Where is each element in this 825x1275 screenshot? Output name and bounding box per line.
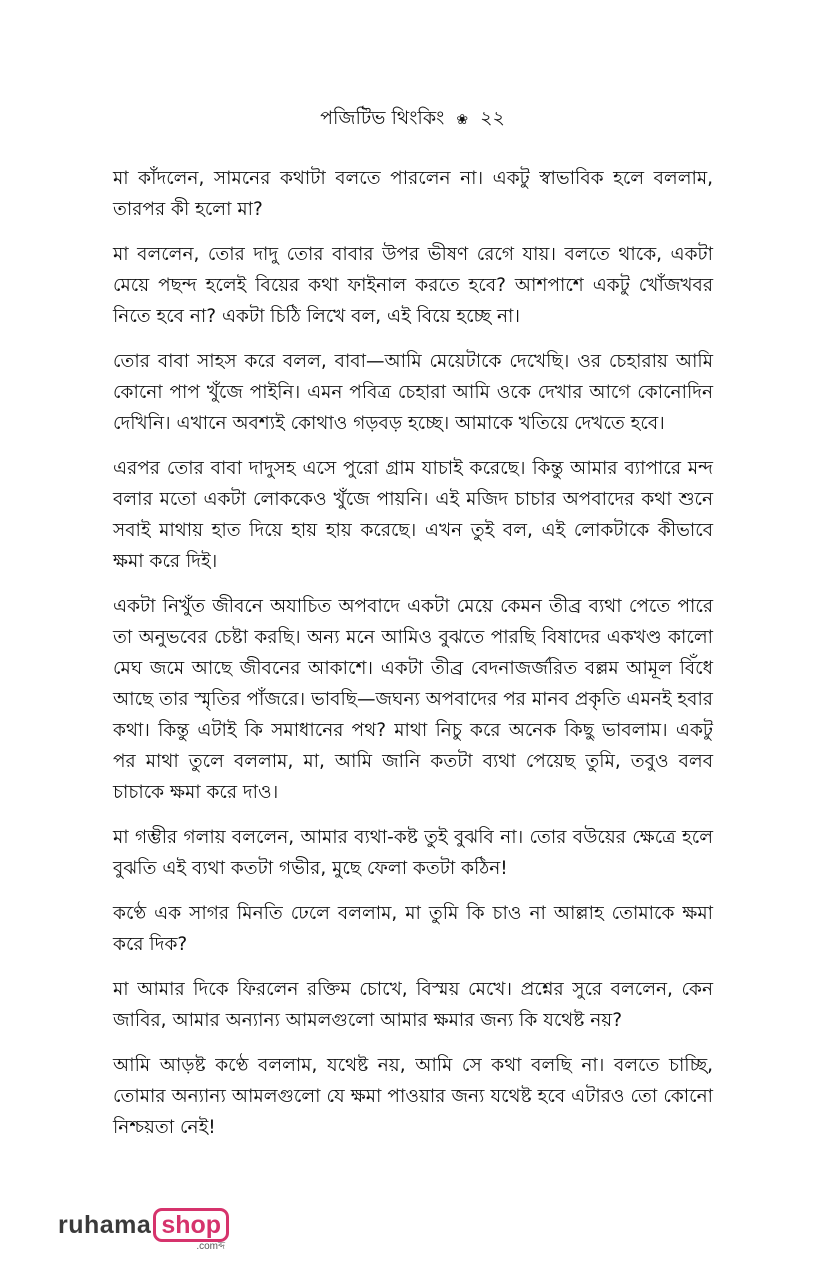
paragraph: মা কাঁদলেন, সামনের কথাটা বলতে পারলেন না। একটু স্বাভাবিক হলে বললাম, তারপর কী হলো মা? (113, 168, 713, 220)
header-title: পজিটিভ থিংকিং (320, 107, 445, 129)
paragraph: মা বললেন, তোর দাদু তোর বাবার উপর ভীষণ রেগে যায়। বলতে থাকে, একটা মেয়ে পছন্দ হলেই বিয়ের কথা ফাইনাল করতে হবে? আশপাশে একটু খোঁজখবর নিতে হবে না? একটা চিঠি লিখে বল, এই বিয়ে হচ্ছে না। (113, 244, 713, 327)
paragraph: তোর বাবা সাহস করে বলল, বাবা—আমি মেয়েটাকে দেখেছি। ওর চেহারায় আমি কোনো পাপ খুঁজে পাইনি। এমন পবিত্র চেহারা আমি ওকে দেখার আগে কোনোদিন দেখিনি। এখানে অবশ্যই কোথাও গড়বড় হচ্ছে। আমাকে খতিয়ে দেখতে হবে। (113, 351, 713, 434)
brand-shop-badge (153, 1208, 229, 1252)
paragraph: মা গম্ভীর গলায় বললেন, আমার ব্যথা-কষ্ট তুই বুঝবি না। তোর বউয়ের ক্ষেত্রে হলে বুঝতি এই ব্যথা কতটা গভীর, মুছে ফেলা কতটা কঠিন! (113, 827, 713, 879)
brand-name: ruhama (58, 1211, 152, 1239)
paragraph: কণ্ঠে এক সাগর মিনতি ঢেলে বললাম, মা তুমি কি চাও না আল্লাহ তোমাকে ক্ষমা করে দিক? (113, 903, 713, 955)
paragraph: এরপর তোর বাবা দাদুসহ এসে পুরো গ্রাম যাচাই করেছে। কিন্তু আমার ব্যাপারে মন্দ বলার মতো একটা লোককেও খুঁজে পায়নি। এই মজিদ চাচার অপবাদের কথা শুনে সবাই মাথায় হাত দিয়ে হায় হায় করেছে। এখন তুই বল, এই লোকটাকে কীভাবে ক্ষমা করে দিই। (113, 458, 713, 572)
paragraph: মা আমার দিকে ফিরলেন রক্তিম চোখে, বিস্ময় মেখে। প্রশ্নের সুরে বললেন, কেন জাবির, আমার অন্যান্য আমলগুলো আমার ক্ষমার জন্য কি যথেষ্ট নয়? (113, 979, 713, 1031)
flower-ornament-icon: ❀ (456, 112, 469, 128)
brand-domain: .comব্দ (196, 1241, 226, 1252)
ruhamashop-logo (58, 1208, 229, 1256)
page-number: ২২ (480, 107, 505, 129)
paragraph: একটা নিখুঁত জীবনে অযাচিত অপবাদে একটা মেয়ে কেমন তীব্র ব্যথা পেতে পারে তা অনুভবের চেষ্টা করছি। অন্য মনে আমিও বুঝতে পারছি বিষাদের একখণ্ড কালো মেঘ জমে আছে জীবনের আকাশে। একটা তীব্র বেদনাজর্জরিত বল্লম আমূল বিঁধে আছে তার স্মৃতির পাঁজরে। ভাবছি—জঘন্য অপবাদের পর মানব প্রকৃতি এমনই হবার কথা। কিন্তু এটাই কি সমাধানের পথ? মাথা নিচু করে অনেক কিছু ভাবলাম। একটু পর মাথা তুলে বললাম, মা, আমি জানি কতটা ব্যথা পেয়েছ তুমি, তবুও বলব চাচাকে ক্ষমা করে দাও। (113, 596, 713, 803)
body-text (113, 163, 713, 1157)
brand-shop-text: shop (153, 1208, 229, 1242)
paragraph: আমি আড়ষ্ট কণ্ঠে বললাম, যথেষ্ট নয়, আমি সে কথা বলছি না। বলতে চাচ্ছি, তোমার অন্যান্য আমলগুলো যে ক্ষমা পাওয়ার জন্য যথেষ্ট হবে এটারও তো কোনো নিশ্চয়তা নেই! (113, 1055, 713, 1138)
running-header (0, 104, 825, 134)
